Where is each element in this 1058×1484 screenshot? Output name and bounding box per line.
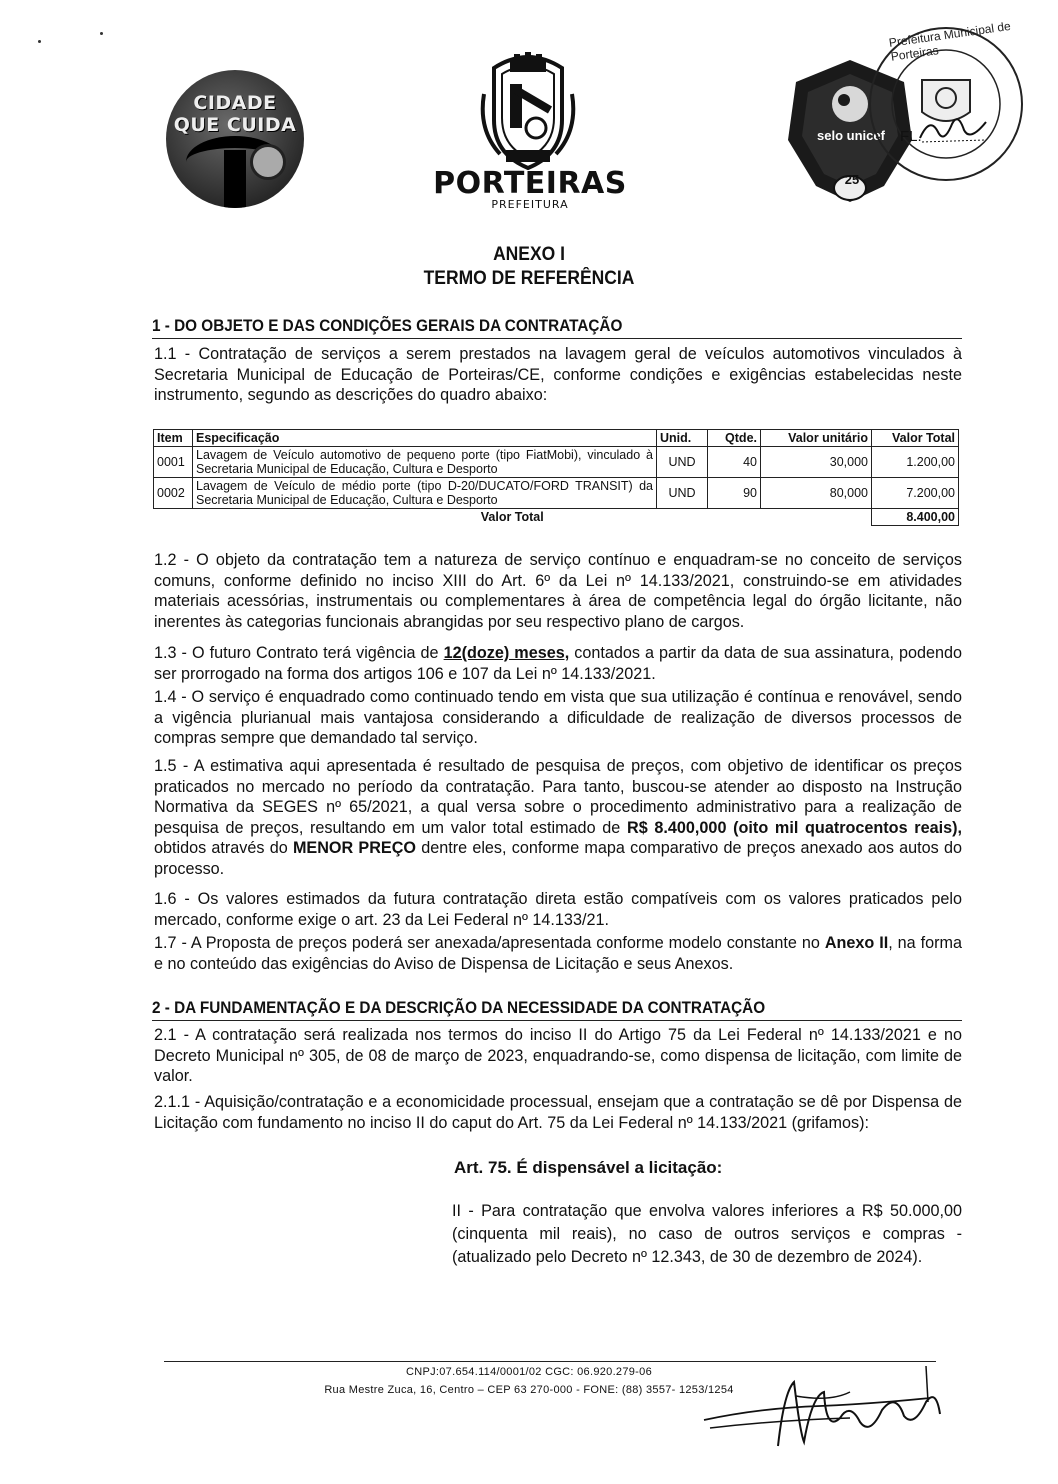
document-title-line2: TERMO DE REFERÊNCIA bbox=[423, 268, 635, 289]
items-table bbox=[153, 429, 959, 526]
scan-speck bbox=[100, 32, 103, 35]
col-item: Item bbox=[154, 430, 193, 447]
p1-5-text: 1.5 - A estimativa aqui apresentada é resultado de pesquisa de preços, com objetivo de identificar os preços praticados no mercado no período da contratação. Para tanto, buscou-se atender ao disposto na Instrução Normativa da SEGES nº 65/2021, a qual versa sobre o procedimento administrativo para a realização de pesquisa de preços, resultando em um valor total estimado de bbox=[154, 757, 962, 837]
p1-5-menor-preco: MENOR PREÇO bbox=[292, 839, 416, 857]
paragraph-1-1: 1.1 - Contratação de serviços a serem prestados na lavagem geral de veículos automotivos vinculados à Secretaria Municipal de Educação de Porteiras/CE, conforme condições e exigências estabelecidas neste instrumento, segundo as descrições do quadro abaixo: bbox=[154, 345, 962, 404]
col-spec: Especificação bbox=[193, 430, 657, 447]
unicef-number: 25 bbox=[844, 172, 860, 187]
paragraph-1-5 bbox=[154, 756, 962, 879]
cidade-que-cuida-logo bbox=[166, 70, 304, 208]
cell-item: 0002 bbox=[154, 478, 193, 509]
paragraph-1-3 bbox=[154, 643, 962, 684]
total-value: 8.400,00 bbox=[872, 509, 959, 526]
cell-spec: Lavagem de Veículo automotivo de pequeno porte (tipo FiatMobi), vinculado à Secretaria Municipal de Educação, Cultura e Desporto bbox=[193, 447, 657, 478]
p1-7-anexo: Anexo II bbox=[824, 934, 889, 952]
p1-5-mid: obtidos através do bbox=[154, 839, 293, 857]
brand-name: PORTEIRAS bbox=[433, 166, 627, 201]
total-label: Valor Total bbox=[154, 509, 872, 526]
cell-qty: 90 bbox=[708, 478, 761, 509]
logo-line1: CIDADE bbox=[193, 92, 277, 114]
quote-heading: Art. 75. É dispensável a licitação: bbox=[454, 1158, 723, 1177]
p1-3-term: 12(doze) meses, bbox=[443, 644, 570, 662]
section2-rule bbox=[152, 1020, 962, 1021]
table-row bbox=[154, 447, 959, 478]
footer-cnpj: CNPJ:07.654.114/0001/02 CGC: 06.920.279-06 bbox=[405, 1366, 652, 1378]
folio-signature-icon bbox=[918, 112, 988, 148]
section1-heading: 1 - DO OBJETO E DAS CONDIÇÕES GERAIS DA CONTRATAÇÃO bbox=[152, 316, 623, 335]
porteiras-crest-icon bbox=[480, 50, 576, 172]
table-total-row bbox=[154, 509, 959, 526]
footer-address: Rua Mestre Zuca, 16, Centro – CEP 63 270-000 - FONE: (88) 3557- 1253/1254 bbox=[324, 1384, 734, 1396]
p1-3-rest: contados a partir da data de sua assinatura, podendo ser prorrogado na forma dos artigos 106 e 107 da Lei nº 14.133/2021. bbox=[154, 644, 963, 683]
col-unit-price: Valor unitário bbox=[761, 430, 872, 447]
p1-3-text: 1.3 - O futuro Contrato terá vigência de bbox=[154, 644, 444, 662]
stamp-text: Prefeitura Municipal de Porteiras bbox=[888, 18, 1012, 64]
folio-label: FL. bbox=[900, 128, 922, 145]
paragraph-1-4: 1.4 - O serviço é enquadrado como continuado tendo em vista que sua utilização é contínua e renovável, sendo a vigência plurianual mais vantajosa considerando a dificuldade de realização de diversos processos de compras sempre que demandado tal serviço. bbox=[154, 688, 962, 747]
unicef-label: selo unicef bbox=[817, 128, 885, 143]
cell-spec: Lavagem de Veículo de médio porte (tipo D-20/DUCATO/FORD TRANSIT) da Secretaria Municipal de Educação, Cultura e Desporto bbox=[193, 478, 657, 509]
brand-subtitle: PREFEITURA bbox=[491, 198, 569, 211]
paragraph-1-7 bbox=[154, 933, 962, 974]
logo-line2: QUE CUIDA bbox=[173, 114, 297, 136]
cell-total: 7.200,00 bbox=[872, 478, 959, 509]
logo-trunk bbox=[224, 150, 246, 208]
p2-1-1-law: Lei Federal nº 14.133/2021 (grifamos): bbox=[592, 1113, 869, 1132]
cell-unit: UND bbox=[657, 447, 708, 478]
cell-unit-price: 30,000 bbox=[761, 447, 872, 478]
cell-item: 0001 bbox=[154, 447, 193, 478]
p1-5-amount: R$ 8.400,000 (oito mil quatrocentos reais), bbox=[627, 818, 962, 837]
cell-unit: UND bbox=[657, 478, 708, 509]
quote-body: II - Para contratação que envolva valores inferiores a R$ 50.000,00 (cinquenta mil reais), no caso de outros serviços e compras - (atualizado pelo Decreto nº 12.343, de 30 de dezembro de 2024). bbox=[452, 1202, 962, 1266]
table-row bbox=[154, 478, 959, 509]
cell-total: 1.200,00 bbox=[872, 447, 959, 478]
section1-rule bbox=[152, 338, 962, 339]
paragraph-2-1: 2.1 - A contratação será realizada nos termos do inciso II do Artigo 75 da Lei Federal nº 14.133/2021 e no Decreto Municipal nº 305, de 08 de março de 2023, enquadrando-se, como dispensa de licitação, com limite de valor. bbox=[154, 1026, 962, 1085]
p2-1-1-text: 2.1.1 - Aquisição/contratação e a economicidade processual, ensejam que a contratação se dê por Dispensa de Licitação com fundamento no inciso II do caput do Art. 75 da bbox=[154, 1093, 962, 1132]
section2-heading: 2 - DA FUNDAMENTAÇÃO E DA DESCRIÇÃO DA NECESSIDADE DA CONTRATAÇÃO bbox=[152, 998, 766, 1017]
col-total: Valor Total bbox=[872, 430, 959, 447]
p1-7-rest: , na forma e no conteúdo das exigências do Aviso de Dispensa de Licitação e seus Anexos. bbox=[154, 934, 962, 973]
col-qty: Qtde. bbox=[708, 430, 761, 447]
col-unit: Unid. bbox=[657, 430, 708, 447]
logo-seal bbox=[250, 144, 286, 180]
table-header-row bbox=[154, 430, 959, 447]
p1-5-rest: dentre eles, conforme mapa comparativo de preços anexado aos autos do processo. bbox=[154, 839, 962, 878]
scan-speck bbox=[38, 40, 41, 43]
document-title-line1: ANEXO I bbox=[493, 244, 565, 265]
signature-icon bbox=[700, 1362, 960, 1452]
paragraph-1-6: 1.6 - Os valores estimados da futura contratação direta estão compatíveis com os valores praticados pelo mercado, conforme exige o art. 23 da Lei Federal nº 14.133/21. bbox=[154, 890, 962, 929]
cell-unit-price: 80,000 bbox=[761, 478, 872, 509]
cell-qty: 40 bbox=[708, 447, 761, 478]
paragraph-2-1-1 bbox=[154, 1092, 962, 1133]
paragraph-1-2: 1.2 - O objeto da contratação tem a natureza de serviço contínuo e enquadram-se no conceito de serviços comuns, conforme definido no inciso XIII do Art. 6º da Lei nº 14.133/2021, construindo-se em atividades materiais acessórias, instrumentais ou complementares à área de competência legal do órgão licitante, não inerentes às categorias funcionais abrangidas por seu respectivo plano de cargos. bbox=[154, 551, 962, 631]
p1-7-text: 1.7 - A Proposta de preços poderá ser anexada/apresentada conforme modelo constante no bbox=[154, 934, 825, 952]
